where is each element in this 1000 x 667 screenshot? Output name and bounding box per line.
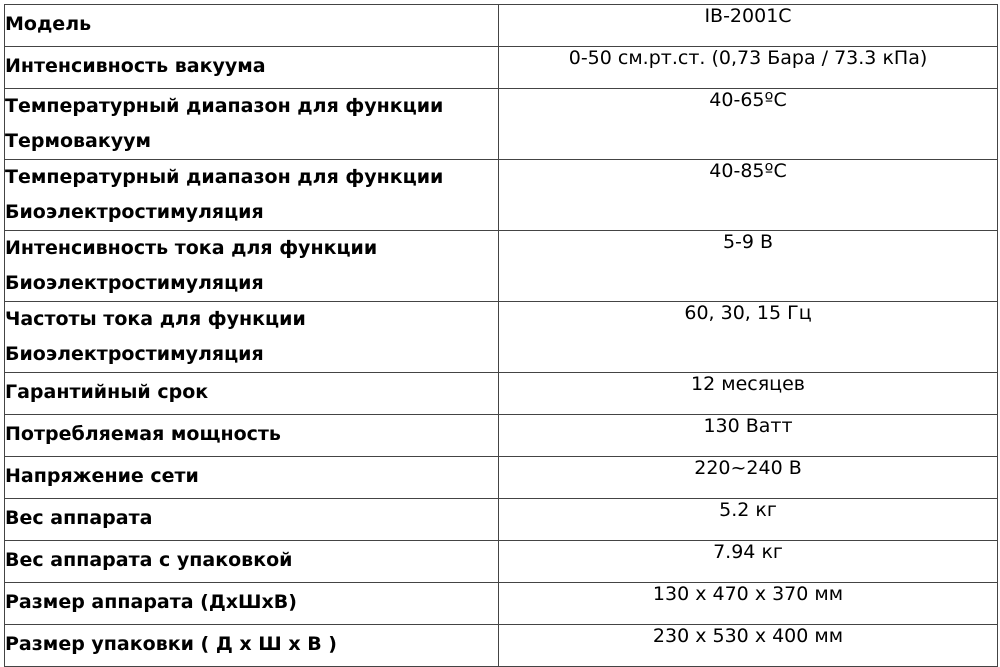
row-value-weight-packed: 7.94 кг bbox=[499, 541, 998, 583]
row-value-voltage: 220~240 В bbox=[499, 457, 998, 499]
label-line: Биоэлектростимуляция bbox=[5, 272, 264, 294]
spec-table bbox=[4, 4, 998, 667]
table-row bbox=[5, 541, 998, 583]
table-row bbox=[5, 231, 998, 302]
table-row bbox=[5, 625, 998, 667]
table-row bbox=[5, 373, 998, 415]
label-line: Биоэлектростимуляция bbox=[5, 343, 264, 365]
row-label-power bbox=[5, 415, 499, 457]
row-value-current-frequency: 60, 30, 15 Гц bbox=[499, 302, 998, 373]
row-label-weight bbox=[5, 499, 499, 541]
table-row bbox=[5, 302, 998, 373]
label-line: Модель bbox=[5, 13, 92, 35]
table-row bbox=[5, 47, 998, 89]
row-value-temp-thermovacuum: 40-65ºC bbox=[499, 89, 998, 160]
row-label-current-frequency bbox=[5, 302, 499, 373]
label-line: Гарантийный срок bbox=[5, 381, 209, 403]
label-line: Температурный диапазон для функции bbox=[5, 166, 444, 188]
label-line: Биоэлектростимуляция bbox=[5, 201, 264, 223]
row-value-power: 130 Ватт bbox=[499, 415, 998, 457]
table-row bbox=[5, 583, 998, 625]
table-row bbox=[5, 499, 998, 541]
row-value-package-size: 230 х 530 х 400 мм bbox=[499, 625, 998, 667]
row-label-model bbox=[5, 5, 499, 47]
label-line: Напряжение сети bbox=[5, 465, 199, 487]
label-line: Интенсивность тока для функции bbox=[5, 237, 378, 259]
row-value-vacuum: 0-50 см.рт.ст. (0,73 Бара / 73.3 кПа) bbox=[499, 47, 998, 89]
row-label-package-size bbox=[5, 625, 499, 667]
table-row bbox=[5, 160, 998, 231]
row-value-model: IB-2001C bbox=[499, 5, 998, 47]
row-value-warranty: 12 месяцев bbox=[499, 373, 998, 415]
label-line: Частоты тока для функции bbox=[5, 308, 306, 330]
table-row bbox=[5, 415, 998, 457]
spec-table-body bbox=[5, 5, 998, 667]
label-line: Размер упаковки ( Д х Ш х В ) bbox=[5, 633, 337, 655]
label-line: Потребляемая мощность bbox=[5, 423, 281, 445]
label-line: Вес аппарата с упаковкой bbox=[5, 549, 293, 571]
row-value-temp-bioelectro: 40-85ºC bbox=[499, 160, 998, 231]
row-label-temp-bioelectro bbox=[5, 160, 499, 231]
row-label-weight-packed bbox=[5, 541, 499, 583]
label-line: Вес аппарата bbox=[5, 507, 153, 529]
row-label-voltage bbox=[5, 457, 499, 499]
row-value-current-intensity: 5-9 В bbox=[499, 231, 998, 302]
row-value-weight: 5.2 кг bbox=[499, 499, 998, 541]
label-line: Интенсивность вакуума bbox=[5, 55, 266, 77]
row-label-device-size bbox=[5, 583, 499, 625]
table-row bbox=[5, 89, 998, 160]
row-label-warranty bbox=[5, 373, 499, 415]
table-row bbox=[5, 5, 998, 47]
label-line: Температурный диапазон для функции bbox=[5, 95, 444, 117]
row-label-current-intensity bbox=[5, 231, 499, 302]
row-label-vacuum bbox=[5, 47, 499, 89]
row-label-temp-thermovacuum bbox=[5, 89, 499, 160]
label-line: Термовакуум bbox=[5, 130, 152, 152]
row-value-device-size: 130 х 470 х 370 мм bbox=[499, 583, 998, 625]
table-row bbox=[5, 457, 998, 499]
label-line: Размер аппарата (ДхШхВ) bbox=[5, 591, 297, 613]
